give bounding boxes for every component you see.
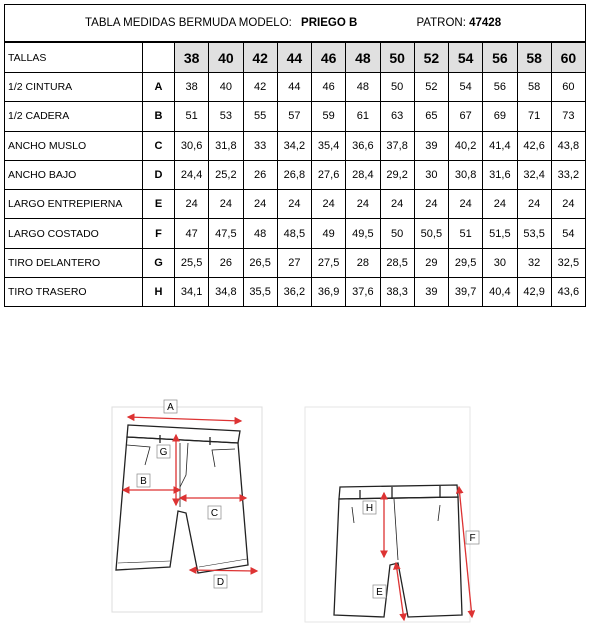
- table-cell: 32: [517, 248, 551, 277]
- measure-name: TIRO TRASERO: [5, 278, 143, 307]
- label-h: H: [365, 503, 374, 514]
- label-g: G: [159, 447, 168, 458]
- table-row: [5, 248, 586, 277]
- table-cell: 36,6: [346, 131, 380, 160]
- table-row: [5, 73, 586, 102]
- label-a: A: [167, 402, 174, 413]
- table-row: [5, 131, 586, 160]
- measure-letter: A: [143, 73, 175, 102]
- table-cell: 73: [551, 102, 585, 131]
- table-cell: 33,2: [551, 160, 585, 189]
- table-title-cell: [5, 5, 586, 43]
- label-f: F: [469, 533, 476, 544]
- table-cell: 53: [209, 102, 243, 131]
- table-cell: 71: [517, 102, 551, 131]
- table-cell: 36,9: [312, 278, 346, 307]
- table-row: [5, 102, 586, 131]
- front-shorts-drawing: [116, 425, 248, 573]
- table-cell: 50,5: [414, 219, 448, 248]
- table-cell: 34,2: [277, 131, 311, 160]
- table-cell: 26: [209, 248, 243, 277]
- measure-letter: E: [143, 190, 175, 219]
- table-cell: 44: [277, 73, 311, 102]
- table-cell: 28,5: [380, 248, 414, 277]
- table-cell: 33: [243, 131, 277, 160]
- model-name: PRIEGO B: [301, 17, 358, 29]
- size-header-row: [5, 42, 586, 73]
- table-cell: 32,5: [551, 248, 585, 277]
- table-cell: 60: [551, 73, 585, 102]
- table-cell: 24: [380, 190, 414, 219]
- table-cell: 42,9: [517, 278, 551, 307]
- table-cell: 59: [312, 102, 346, 131]
- size-table: [4, 4, 586, 307]
- table-cell: 48: [243, 219, 277, 248]
- table-cell: 48: [346, 73, 380, 102]
- table-cell: 39: [414, 131, 448, 160]
- table-cell: 30: [414, 160, 448, 189]
- table-cell: 42: [243, 73, 277, 102]
- table-cell: 29: [414, 248, 448, 277]
- table-cell: 43,6: [551, 278, 585, 307]
- table-cell: 67: [449, 102, 483, 131]
- table-cell: 24: [209, 190, 243, 219]
- table-cell: 40: [209, 73, 243, 102]
- size-header-cell: 48: [346, 42, 380, 73]
- table-cell: 42,6: [517, 131, 551, 160]
- size-header-cell: 56: [483, 42, 517, 73]
- table-cell: 51: [175, 102, 209, 131]
- pattern-number: 47428: [469, 17, 502, 29]
- table-cell: 25,5: [175, 248, 209, 277]
- measure-letter: G: [143, 248, 175, 277]
- table-cell: 56: [483, 73, 517, 102]
- size-header-cell: 60: [551, 42, 585, 73]
- table-cell: 24: [517, 190, 551, 219]
- size-header-cell: 52: [414, 42, 448, 73]
- size-header-cell: 54: [449, 42, 483, 73]
- table-cell: 65: [414, 102, 448, 131]
- table-cell: 49: [312, 219, 346, 248]
- table-cell: 34,8: [209, 278, 243, 307]
- table-cell: 24: [414, 190, 448, 219]
- table-cell: 24: [243, 190, 277, 219]
- measure-letter: H: [143, 278, 175, 307]
- table-cell: 50: [380, 219, 414, 248]
- table-cell: 52: [414, 73, 448, 102]
- size-header-cell: 42: [243, 42, 277, 73]
- measure-letter: F: [143, 219, 175, 248]
- table-cell: 24: [449, 190, 483, 219]
- table-cell: 43,8: [551, 131, 585, 160]
- table-cell: 29,2: [380, 160, 414, 189]
- size-header-cell: 46: [312, 42, 346, 73]
- table-cell: 63: [380, 102, 414, 131]
- table-cell: 31,6: [483, 160, 517, 189]
- table-cell: 24: [346, 190, 380, 219]
- table-cell: 25,2: [209, 160, 243, 189]
- label-c: C: [210, 508, 219, 519]
- table-cell: 54: [551, 219, 585, 248]
- label-b: B: [140, 476, 147, 487]
- table-cell: 26: [243, 160, 277, 189]
- table-cell: 50: [380, 73, 414, 102]
- pattern-label: PATRON:: [416, 17, 466, 29]
- label-e: E: [376, 587, 383, 598]
- back-shorts-drawing: [334, 485, 462, 617]
- table-cell: 49,5: [346, 219, 380, 248]
- table-cell: 29,5: [449, 248, 483, 277]
- table-cell: 61: [346, 102, 380, 131]
- table-cell: 26,5: [243, 248, 277, 277]
- table-cell: 26,8: [277, 160, 311, 189]
- table-cell: 35,5: [243, 278, 277, 307]
- size-header-cell: 38: [175, 42, 209, 73]
- table-cell: 32,4: [517, 160, 551, 189]
- table-title-row: [5, 5, 586, 43]
- sizes-label: TALLAS: [5, 42, 143, 73]
- garment-diagrams: [0, 395, 595, 630]
- measure-name: TIRO DELANTERO: [5, 248, 143, 277]
- table-cell: 28: [346, 248, 380, 277]
- table-cell: 38: [175, 73, 209, 102]
- size-header-cell: 40: [209, 42, 243, 73]
- table-cell: 24: [277, 190, 311, 219]
- table-cell: 27,6: [312, 160, 346, 189]
- table-cell: 48,5: [277, 219, 311, 248]
- measurement-sheet: [4, 4, 586, 307]
- table-cell: 24: [551, 190, 585, 219]
- table-row: [5, 219, 586, 248]
- table-cell: 57: [277, 102, 311, 131]
- table-cell: 37,6: [346, 278, 380, 307]
- table-cell: 24: [175, 190, 209, 219]
- table-row: [5, 190, 586, 219]
- table-cell: 40,4: [483, 278, 517, 307]
- table-row: [5, 278, 586, 307]
- table-cell: 39,7: [449, 278, 483, 307]
- table-cell: 28,4: [346, 160, 380, 189]
- measure-name: ANCHO BAJO: [5, 160, 143, 189]
- table-cell: 30: [483, 248, 517, 277]
- table-cell: 47: [175, 219, 209, 248]
- table-cell: 51,5: [483, 219, 517, 248]
- table-cell: 54: [449, 73, 483, 102]
- measure-name: LARGO ENTREPIERNA: [5, 190, 143, 219]
- table-cell: 58: [517, 73, 551, 102]
- size-header-cell: 44: [277, 42, 311, 73]
- table-cell: 36,2: [277, 278, 311, 307]
- size-header-cell: 58: [517, 42, 551, 73]
- measure-name: LARGO COSTADO: [5, 219, 143, 248]
- table-cell: 69: [483, 102, 517, 131]
- table-cell: 30,6: [175, 131, 209, 160]
- table-cell: 40,2: [449, 131, 483, 160]
- header-letter-blank: [143, 42, 175, 73]
- table-cell: 46: [312, 73, 346, 102]
- size-header-cell: 50: [380, 42, 414, 73]
- measure-letter: B: [143, 102, 175, 131]
- table-cell: 53,5: [517, 219, 551, 248]
- table-cell: 24: [312, 190, 346, 219]
- table-cell: 27: [277, 248, 311, 277]
- table-row: [5, 160, 586, 189]
- table-cell: 55: [243, 102, 277, 131]
- table-cell: 31,8: [209, 131, 243, 160]
- measure-name: ANCHO MUSLO: [5, 131, 143, 160]
- table-cell: 47,5: [209, 219, 243, 248]
- table-cell: 39: [414, 278, 448, 307]
- label-d: D: [216, 577, 225, 588]
- table-cell: 51: [449, 219, 483, 248]
- table-cell: 24: [483, 190, 517, 219]
- measure-name: 1/2 CINTURA: [5, 73, 143, 102]
- measure-letter: C: [143, 131, 175, 160]
- table-cell: 37,8: [380, 131, 414, 160]
- table-cell: 35,4: [312, 131, 346, 160]
- table-cell: 34,1: [175, 278, 209, 307]
- table-cell: 38,3: [380, 278, 414, 307]
- table-cell: 27,5: [312, 248, 346, 277]
- table-title: TABLA MEDIDAS BERMUDA MODELO:: [85, 17, 292, 29]
- table-cell: 24,4: [175, 160, 209, 189]
- measure-name: 1/2 CADERA: [5, 102, 143, 131]
- measure-letter: D: [143, 160, 175, 189]
- table-cell: 41,4: [483, 131, 517, 160]
- table-cell: 30,8: [449, 160, 483, 189]
